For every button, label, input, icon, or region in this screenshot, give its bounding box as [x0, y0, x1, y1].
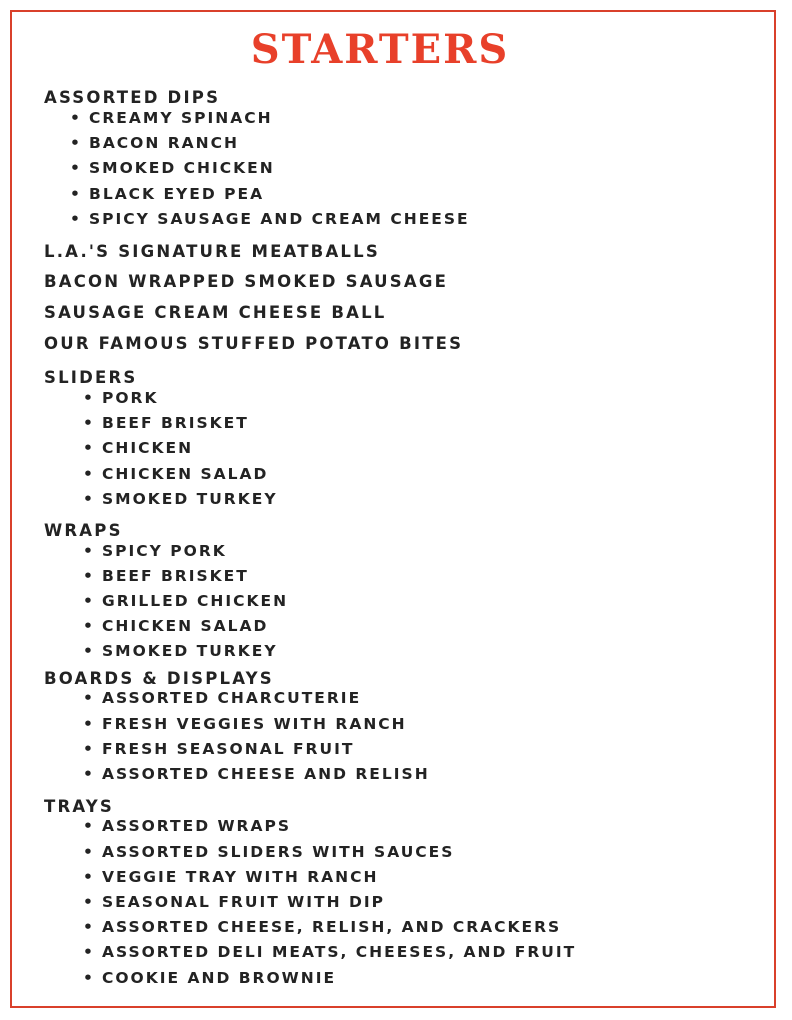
list-item: • CHICKEN SALAD [83, 617, 268, 635]
list-item: • ASSORTED CHARCUTERIE [83, 689, 361, 707]
list-item: • CREAMY SPINACH [70, 109, 273, 127]
list-item: • CHICKEN [83, 439, 193, 457]
list-item: • BEEF BRISKET [83, 414, 249, 432]
list-item: • FRESH VEGGIES WITH RANCH [83, 715, 407, 733]
list-item: • BLACK EYED PEA [70, 185, 264, 203]
list-item: • ASSORTED CHEESE AND RELISH [83, 765, 430, 783]
section-heading-sliders: SLIDERS [44, 368, 138, 387]
list-item: • BACON RANCH [70, 134, 239, 152]
list-item: • CHICKEN SALAD [83, 465, 268, 483]
list-item: • SMOKED CHICKEN [70, 159, 275, 177]
page-title: STARTERS [250, 26, 510, 73]
list-item: • ASSORTED SLIDERS WITH SAUCES [83, 843, 454, 861]
list-item: • SMOKED TURKEY [83, 490, 278, 508]
list-item: • GRILLED CHICKEN [83, 592, 288, 610]
menu-item-potato-bites: OUR FAMOUS STUFFED POTATO BITES [44, 334, 464, 353]
menu-item-meatballs: L.A.'S SIGNATURE MEATBALLS [44, 242, 380, 261]
list-item: • FRESH SEASONAL FRUIT [83, 740, 354, 758]
menu-item-cheese-ball: SAUSAGE CREAM CHEESE BALL [44, 303, 387, 322]
list-item: • SPICY PORK [83, 542, 227, 560]
section-heading-boards: BOARDS & DISPLAYS [44, 669, 274, 688]
list-item: • COOKIE AND BROWNIE [83, 969, 336, 987]
list-item: • ASSORTED WRAPS [83, 817, 291, 835]
list-item: • SEASONAL FRUIT WITH DIP [83, 893, 385, 911]
list-item: • SMOKED TURKEY [83, 642, 278, 660]
list-item: • ASSORTED CHEESE, RELISH, AND CRACKERS [83, 918, 561, 936]
section-heading-trays: TRAYS [44, 797, 114, 816]
list-item: • VEGGIE TRAY WITH RANCH [83, 868, 378, 886]
menu-item-smoked-sausage: BACON WRAPPED SMOKED SAUSAGE [44, 272, 449, 291]
section-heading-dips: ASSORTED DIPS [44, 88, 221, 107]
list-item: • SPICY SAUSAGE AND CREAM CHEESE [70, 210, 470, 228]
list-item: • PORK [83, 389, 158, 407]
section-heading-wraps: WRAPS [44, 521, 123, 540]
list-item: • BEEF BRISKET [83, 567, 249, 585]
list-item: • ASSORTED DELI MEATS, CHEESES, AND FRUIT [83, 943, 576, 961]
